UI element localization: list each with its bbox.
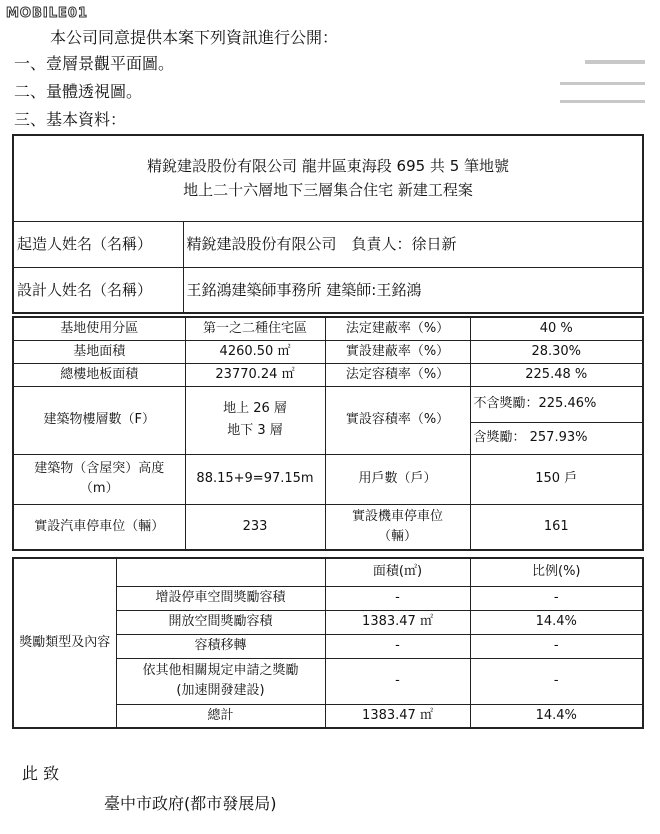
moto-parking-value: 161 [470,504,643,550]
intro-item-2: 二、量體透視圖。 [14,82,143,101]
units-value: 150 戶 [470,454,643,504]
watermark-logo: MOBILE01 [6,6,88,21]
bonus-row-name-line2: (加速開發建設) [176,683,265,698]
bonus-row-name: 開放空間獎勵容積 [116,610,325,634]
bonus-row-name-line1: 依其他相關規定申請之獎勵 [142,663,299,678]
far-with-bonus: 含獎勵： 257.93% [470,422,643,454]
bonus-col-ratio: 比例(%) [470,558,643,586]
moto-parking-label [325,504,470,550]
floors-above: 地上 26 層 [223,401,287,416]
details-table [12,316,644,551]
bleed-mark [585,60,645,64]
closing-recipient: 臺中市政府(都市發展局) [104,794,277,813]
bonus-table [12,557,644,729]
actual-far-label: 實設容積率（%） [325,386,470,454]
legal-far-label: 法定容積率（%） [325,363,470,386]
intro-line: 本公司同意提供本案下列資訊進行公開： [50,28,339,47]
car-parking-value: 233 [185,504,325,550]
bonus-row-area: 1383.47 ㎡ [325,610,470,634]
far-no-bonus: 不含獎勵：225.46% [470,386,643,422]
bonus-row-ratio: - [470,586,643,610]
project-title-cell [13,135,643,221]
floors-below: 地下 3 層 [227,423,283,438]
site-area-label: 基地面積 [13,340,185,363]
bonus-total-label: 總計 [116,704,325,728]
height-label-line1: 建築物（含屋突）高度 [34,461,165,476]
actual-coverage-label: 實設建蔽率（%） [325,340,470,363]
height-value: 88.15+9=97.15m [185,454,325,504]
moto-label-line1: 實設機車停車位 [351,508,443,524]
closing-salutation: 此 致 [22,764,60,783]
legal-coverage-label: 法定建蔽率（%） [325,317,470,340]
designer-value: 王銘鴻建築師事務所 建築師:王銘鴻 [183,267,643,313]
bonus-total-ratio: 14.4% [470,704,643,728]
height-label [13,454,185,504]
project-title-line1: 精銳建設股份有限公司 龍井區東海段 695 共 5 筆地號 [146,157,510,176]
moto-label-line2: （輛） [377,528,417,544]
floors-label: 建築物樓層數（F） [13,386,185,454]
bonus-row-name [116,658,325,704]
bleed-mark [560,82,645,85]
bonus-row-area: - [325,586,470,610]
owner-value: 精銳建設股份有限公司 負責人：徐日新 [183,221,643,267]
intro-item-3: 三、基本資料： [14,110,127,129]
floor-area-value: 23770.24 ㎡ [185,363,325,386]
bonus-header-blank [116,558,325,586]
legal-coverage-value: 40 % [470,317,643,340]
bonus-total-area: 1383.47 ㎡ [325,704,470,728]
site-area-value: 4260.50 ㎡ [185,340,325,363]
bonus-category-label: 獎勵類型及內容 [13,558,116,728]
zoning-value: 第一之二種住宅區 [185,317,325,340]
zoning-label: 基地使用分區 [13,317,185,340]
bonus-row-name: 容積移轉 [116,634,325,658]
bonus-row-ratio: 14.4% [470,610,643,634]
bonus-row-name: 增設停車空間獎勵容積 [116,586,325,610]
project-title-line2: 地上二十六層地下三層集合住宅 新建工程案 [183,181,473,200]
bleed-mark [560,100,645,103]
bonus-row-area: - [325,658,470,704]
legal-far-value: 225.48 % [470,363,643,386]
units-label: 用戶數（戶） [325,454,470,504]
designer-label: 設計人姓名（名稱） [13,267,183,313]
height-label-line2: （m） [79,481,119,496]
actual-coverage-value: 28.30% [470,340,643,363]
project-header-table [12,134,644,314]
bonus-row-ratio: - [470,634,643,658]
owner-label: 起造人姓名（名稱） [13,221,183,267]
car-parking-label: 實設汽車停車位（輛） [13,504,185,550]
bonus-col-area: 面積(㎡) [325,558,470,586]
bonus-row-ratio: - [470,658,643,704]
bonus-row-area: - [325,634,470,658]
intro-item-1: 一、壹層景觀平面圖。 [14,54,175,73]
floors-value [185,386,325,454]
floor-area-label: 總樓地板面積 [13,363,185,386]
